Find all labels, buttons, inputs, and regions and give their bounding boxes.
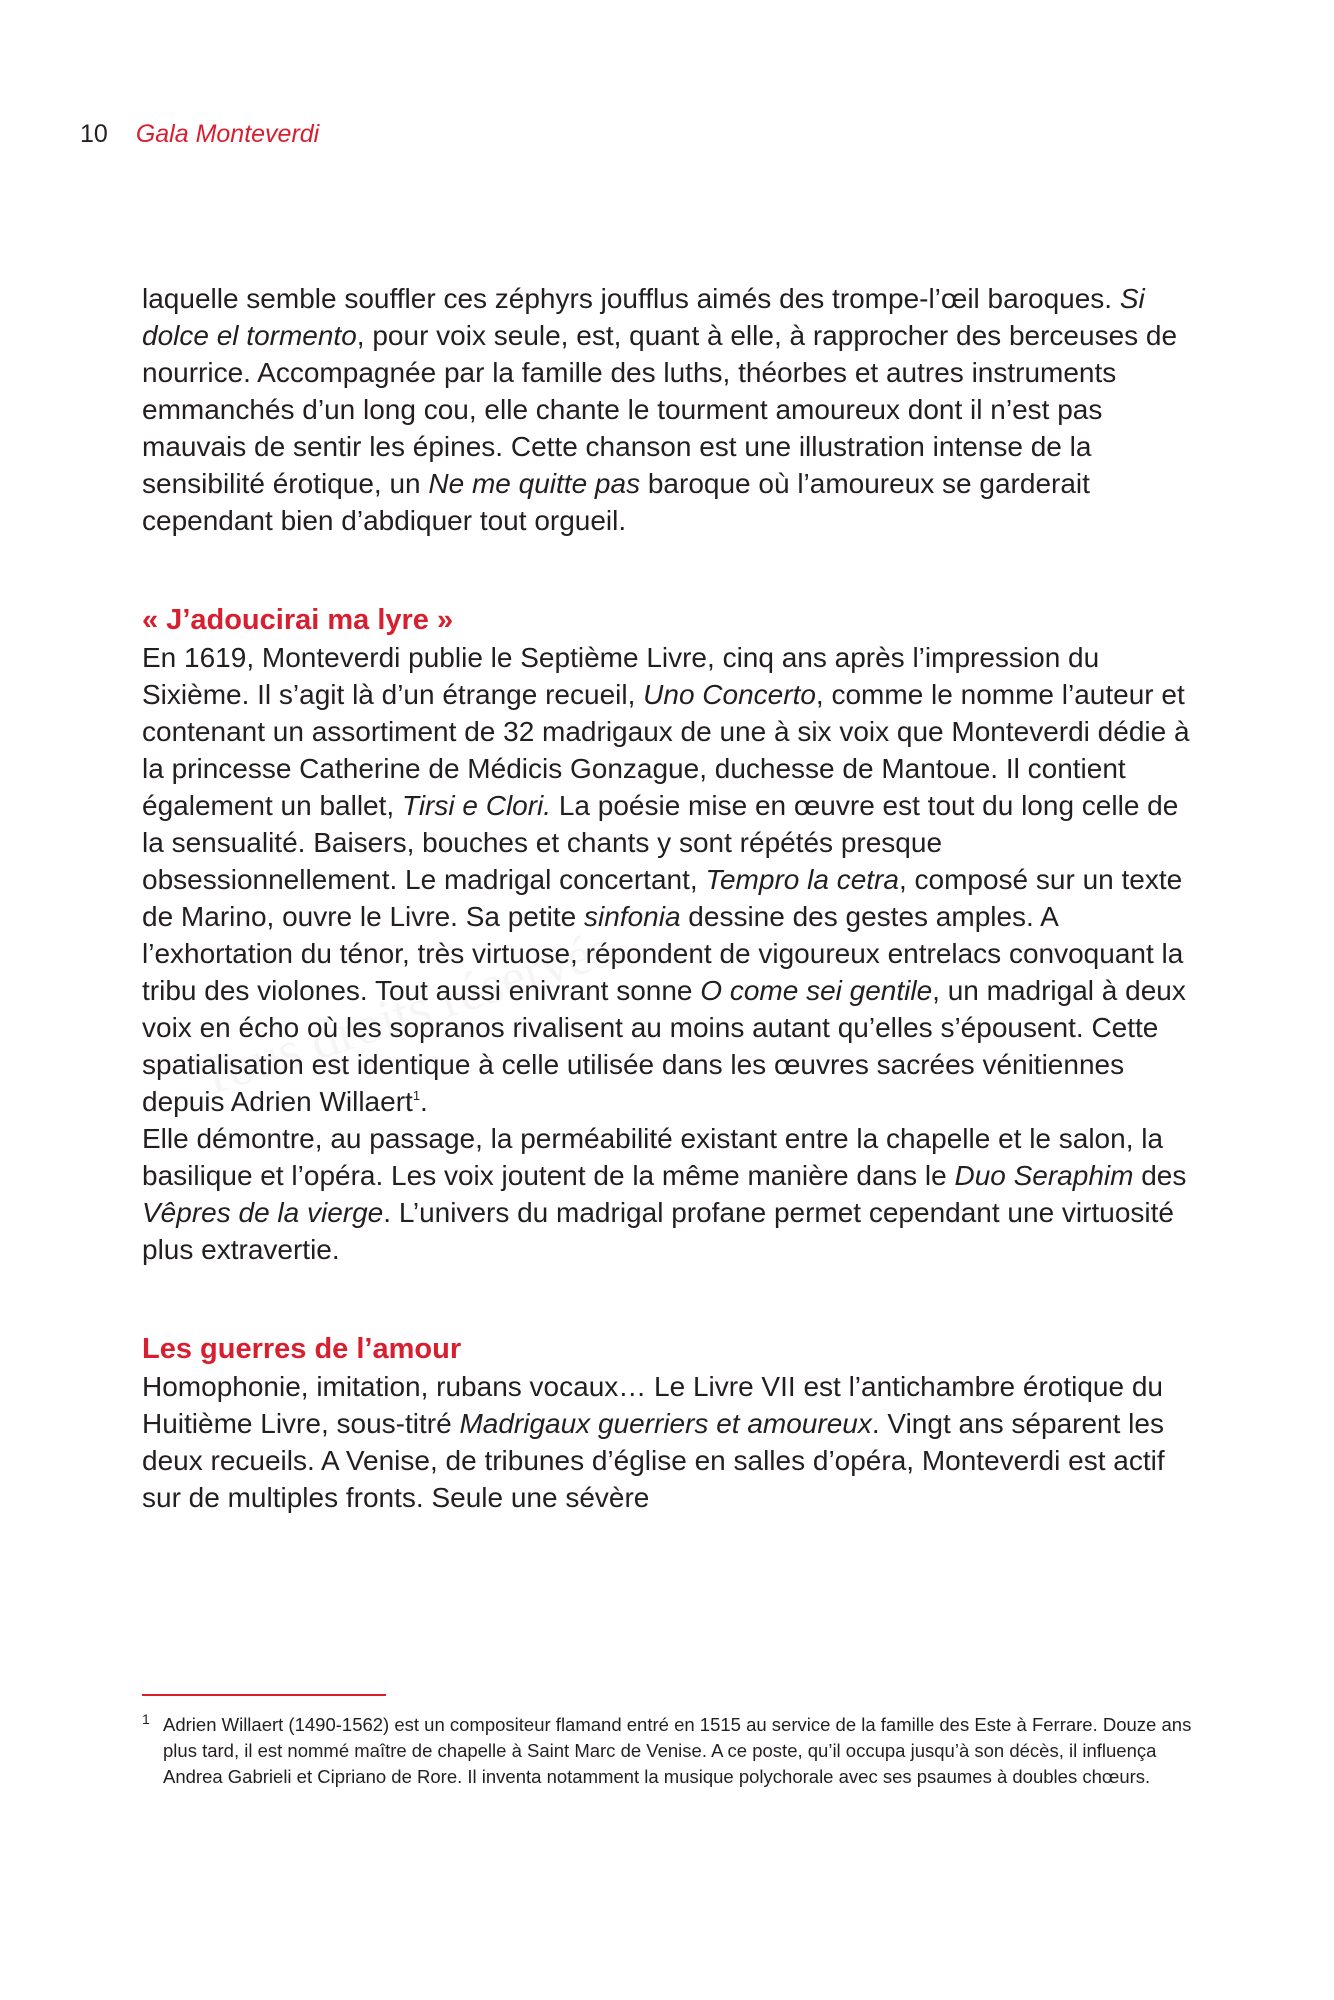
text-run: laquelle semble souffler ces zéphyrs joufflus aimés des trompe-l’œil baroques. — [142, 283, 1120, 314]
italic-title: O come sei gentile — [700, 975, 933, 1006]
footnote-text: Adrien Willaert (1490-1562) est un compositeur flamand entré en 1515 au service de la famille des Este à Ferrare. Douze ans plus tard, il est nommé maître de chapelle à Saint Marc de Venise. A ce poste, qu’il occupa jusqu’à son décès, il influença Andrea Gabrieli et Cipriano de Rore. Il inventa notamment la musique polychorale avec ses psaumes à doubles chœurs. — [163, 1714, 1192, 1787]
text-run: , pour voix seule, est, quant à elle, à rapprocher des berceuses de nourrice. Accompagnée par la famille des luths, théorbes et autres instruments emmanchés d’un long cou, elle chante le tourment amoureux dont il n’est pas mauvais de sentir les épines. Cette chanson est une illustration intense de la sensibilité érotique, un — [142, 320, 1178, 499]
section-heading: Les guerres de l’amour — [142, 1333, 462, 1365]
section-heading: « J’adoucirai ma lyre » — [142, 604, 454, 636]
italic-title: Vêpres de la vierge — [142, 1197, 384, 1228]
italic-term: sinfonia — [584, 901, 681, 932]
text-run: Elle démontre, au passage, la perméabilité existant entre la chapelle et le salon, la basilique et l’opéra. Les voix joutent de la même manière dans le — [142, 1123, 1164, 1191]
text-run: En 1619, Monteverdi publie le Septième Livre, cinq ans après l’impression du Sixième. Il s’agit là d’un étrange recueil, — [142, 642, 1100, 710]
footnote — [142, 1712, 1202, 1790]
running-title: Gala Monteverdi — [135, 120, 320, 148]
text-run: dessine des gestes amples. A l’exhortation du ténor, très virtuose, répondent de vigoureux entrelacs convoquant la tribu des violones. Tout aussi enivrant sonne — [142, 901, 1184, 1006]
text-run: , comme le nomme l’auteur et contenant un assortiment de 32 madrigaux de une à six voix que Monteverdi dédie à la princesse Catherine de Médicis Gonzague, duchesse de Mantoue. Il contient également un ballet, — [142, 679, 1190, 821]
italic-title: Madrigaux guerriers et amoureux — [459, 1408, 872, 1439]
text-run: , un madrigal à deux voix en écho où les sopranos rivalisent au moins autant qu’elles s’épousent. Cette spatialisation est identique à celle utilisée dans les œuvres sacrées vénitiennes depuis Adrien Willaert — [142, 975, 1186, 1117]
text-run: baroque où l’amoureux se garderait cependant bien d’abdiquer tout orgueil. — [142, 468, 1090, 536]
italic-title: Ne me quitte pas — [428, 468, 641, 499]
text-run: Homophonie, imitation, rubans vocaux… Le Livre VII est l’antichambre érotique du Huitième Livre, sous-titré — [142, 1371, 1163, 1439]
main-text — [142, 280, 1202, 1516]
text-run: La poésie mise en œuvre est tout du long celle de la sensualité. Baisers, bouches et chants y sont répétés presque obsessionnellement. Le madrigal concertant, — [142, 790, 1179, 895]
text-run: . — [420, 1086, 428, 1117]
text-run: des — [1133, 1160, 1187, 1191]
italic-title: Uno Concerto — [643, 679, 816, 710]
section-paragraph — [142, 639, 1202, 1268]
running-head — [80, 118, 319, 150]
text-run: . Vingt ans séparent les deux recueils. A Venise, de tribunes d’église en salles d’opéra, Monteverdi est actif sur de multiples fronts. Seule une sévère — [142, 1408, 1165, 1513]
footnote-rule — [142, 1694, 386, 1696]
text-run: , composé sur un texte de Marino, ouvre le Livre. Sa petite — [142, 864, 1183, 932]
italic-title: Duo Seraphim — [954, 1160, 1134, 1191]
section-paragraph — [142, 1368, 1202, 1516]
intro-paragraph — [142, 280, 1202, 539]
footnote-reference[interactable]: 1 — [412, 1088, 421, 1103]
text-run: . L’univers du madrigal profane permet cependant une virtuosité plus extravertie. — [142, 1197, 1174, 1265]
page-number: 10 — [80, 120, 108, 148]
italic-title: Tempro la cetra — [705, 864, 899, 895]
footnote-number: 1 — [142, 1711, 150, 1727]
italic-title: Si dolce el tormento — [142, 283, 1145, 351]
italic-title: Tirsi e Clori. — [401, 790, 552, 821]
